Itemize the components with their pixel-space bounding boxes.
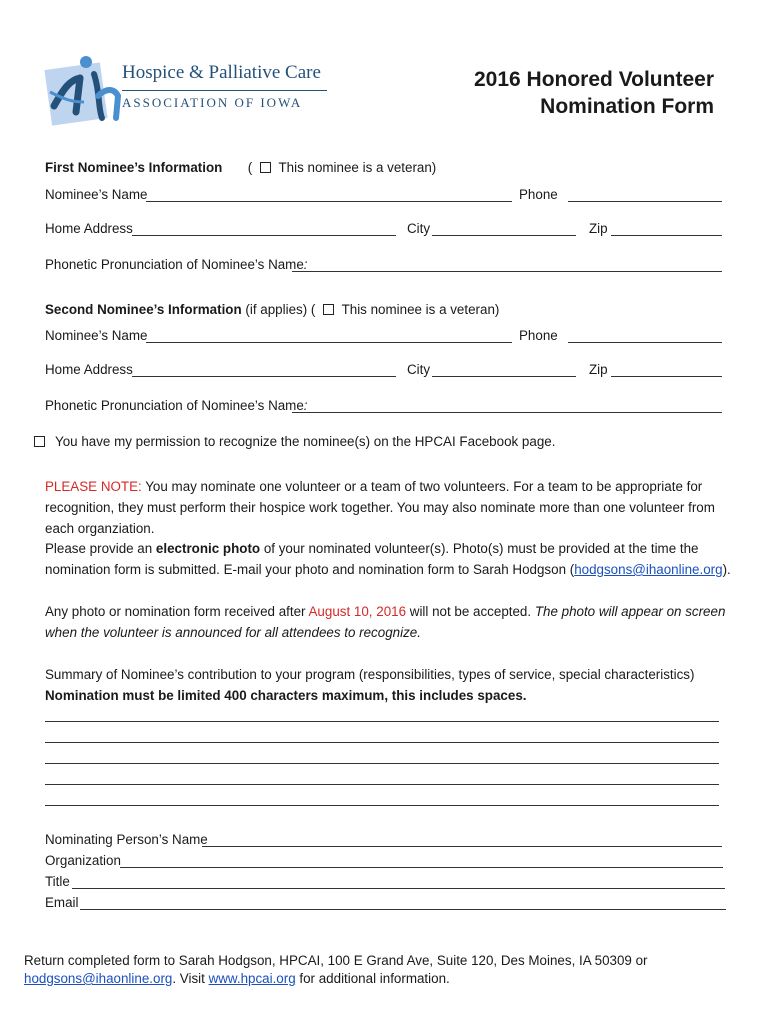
footer-email-link[interactable]: hodgsons@ihaonline.org [24,971,173,986]
second-phone-label: Phone [519,328,558,343]
summary-paragraph [45,664,735,706]
second-zip-field[interactable] [611,376,722,377]
second-phonetic-field[interactable] [292,412,722,413]
second-phone-field[interactable] [568,342,722,343]
permission-row [30,434,555,449]
email-label: Email [45,895,79,910]
title-line2: Nomination Form [540,95,714,118]
title-label: Title [45,874,70,889]
second-phonetic-colon: : [303,398,308,413]
second-name-label: Nominee’s Name [45,328,148,343]
photo-text-post: ). [722,562,731,577]
footer-visit-text: . Visit [172,971,209,986]
summary-field-line-3[interactable] [45,763,719,764]
first-veteran-label: This nominee is a veteran) [278,160,437,175]
organization-field[interactable] [120,867,723,868]
summary-field-line-1[interactable] [45,721,719,722]
footer-end-text: for additional information. [295,971,450,986]
title-field[interactable] [72,888,725,889]
second-phonetic-label-wrap [45,398,308,413]
first-name-label: Nominee’s Name [45,187,148,202]
photo-text-pre: Please provide an [45,541,156,556]
first-phonetic-colon: : [303,257,308,272]
first-nominee-heading: First Nominee’s Information [45,160,223,175]
form-title [474,66,714,120]
logo-divider [122,90,327,91]
first-veteran-open: ( [247,160,253,175]
title-line1: 2016 Honored Volunteer [473,68,714,91]
first-veteran-checkbox[interactable] [260,162,271,173]
photo-text-bold: electronic photo [155,541,261,556]
second-applies: (if applies) ( [245,302,316,317]
first-phonetic-field[interactable] [292,271,722,272]
summary-field-line-5[interactable] [45,805,719,806]
please-note-paragraph [45,476,735,539]
first-phone-field[interactable] [568,201,722,202]
summary-text: Summary of Nominee’s contribution to your program (responsibilities, types of service, special characteristics) [45,667,695,682]
first-zip-label: Zip [589,221,608,236]
nominator-name-label: Nominating Person’s Name [45,832,208,847]
second-nominee-heading: Second Nominee’s Information [45,302,242,317]
photo-text-mid: of your nominated volunteer(s). Photo(s) must be provided at the time the nomination form is submitted. E-mail your photo and nomination form to Sarah Hodgson ( [45,541,699,577]
please-note-text: You may nominate one volunteer or a team of two volunteers. For a team to be appropriate for recognition, they must perform their hospice work together. You may also nominate more than one volunteer from each organziation. [45,479,715,536]
email-field[interactable] [80,909,726,910]
organization-label: Organization [45,853,121,868]
hpcai-logo-mark-icon [40,52,130,130]
first-nominee-header [45,160,436,175]
summary-text-bold: Nomination must be limited 400 characters maximum, this includes spaces. [45,688,527,703]
first-city-field[interactable] [432,235,576,236]
first-phone-label: Phone [519,187,558,202]
logo-line1: Hospice & Palliative Care [122,62,321,83]
second-zip-label: Zip [589,362,608,377]
nominator-name-field[interactable] [202,846,722,847]
logo-line2: ASSOCIATION OF IOWA [122,95,303,110]
first-name-field[interactable] [146,201,512,202]
first-phonetic-label-wrap [45,257,308,272]
second-name-field[interactable] [146,342,512,343]
deadline-date: August 10, 2016 [308,604,407,619]
first-zip-field[interactable] [611,235,722,236]
footer-line2 [24,971,450,986]
deadline-text-pre: Any photo or nomination form received after [45,604,309,619]
first-address-label: Home Address [45,221,133,236]
second-nominee-header [45,302,499,317]
deadline-paragraph [45,601,735,643]
footer-return-text: Return completed form to Sarah Hodgson, HPCAI, 100 E Grand Ave, Suite 120, Des Moines, IA 50309 or [24,953,648,968]
second-address-label: Home Address [45,362,133,377]
photo-email-link[interactable]: hodgsons@ihaonline.org [574,562,723,577]
summary-field-line-2[interactable] [45,742,719,743]
second-phonetic-label: Phonetic Pronunciation of Nominee’s Name [45,398,304,413]
second-veteran-label: This nominee is a veteran) [341,302,500,317]
permission-text: You have my permission to recognize the nominee(s) on the HPCAI Facebook page. [55,434,556,449]
deadline-text-mid: will not be accepted. [406,604,535,619]
second-city-label: City [407,362,431,377]
first-address-field[interactable] [132,235,396,236]
footer-site-link[interactable]: www.hpcai.org [208,971,296,986]
photo-paragraph [45,538,735,580]
first-city-label: City [407,221,431,236]
first-phonetic-label: Phonetic Pronunciation of Nominee’s Name [45,257,304,272]
second-address-field[interactable] [132,376,396,377]
please-note-label: PLEASE NOTE: [45,479,142,494]
second-city-field[interactable] [432,376,576,377]
permission-checkbox[interactable] [34,436,45,447]
summary-field-line-4[interactable] [45,784,719,785]
second-veteran-checkbox[interactable] [323,304,334,315]
deadline-text-italic: The photo will appear on screen when the volunteer is announced for all attendees to recognize. [45,604,726,640]
logo [40,52,335,130]
